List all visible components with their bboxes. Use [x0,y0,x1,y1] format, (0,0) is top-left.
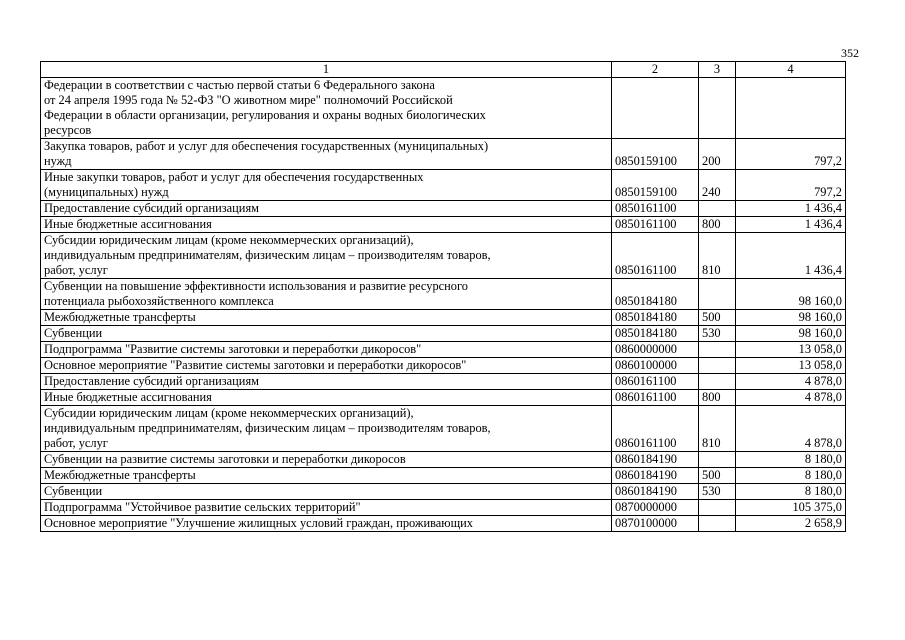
row-name-cell: Иные закупки товаров, работ и услуг для обеспечения государственных (муниципальных) нужд [41,170,612,201]
row-name-cell: Иные бюджетные ассигнования [41,217,612,233]
row-amount-cell: 1 436,4 [736,233,846,279]
row-type-cell [699,358,736,374]
row-type-cell: 810 [699,233,736,279]
row-type-cell [699,516,736,532]
table-body [41,62,846,532]
table-row [41,484,846,500]
row-amount-cell: 8 180,0 [736,452,846,468]
row-code-cell: 0860184190 [612,468,699,484]
table-row [41,468,846,484]
row-amount-cell: 4 878,0 [736,374,846,390]
row-name-cell: Основное мероприятие "Улучшение жилищных условий граждан, проживающих [41,516,612,532]
row-name-cell: Федерации в соответствии с частью первой статьи 6 Федерального закона от 24 апреля 1995 года № 52-ФЗ "О животном мире" полномочий Российской Федерации в области организации, регулирования и охраны водных биологических ресурсов [41,78,612,139]
table-row [41,310,846,326]
row-type-cell: 500 [699,310,736,326]
row-code-cell: 0850161100 [612,233,699,279]
row-code-cell: 0850159100 [612,139,699,170]
table-row [41,279,846,310]
table-row [41,406,846,452]
row-amount-cell: 105 375,0 [736,500,846,516]
table-row [41,139,846,170]
row-code-cell: 0850184180 [612,310,699,326]
table-row [41,500,846,516]
row-name-cell: Иные бюджетные ассигнования [41,390,612,406]
row-type-cell: 800 [699,217,736,233]
row-type-cell [699,201,736,217]
row-name-cell: Подпрограмма "Устойчивое развитие сельских территорий" [41,500,612,516]
column-header: 2 [612,62,699,78]
row-name-cell: Основное мероприятие "Развитие системы заготовки и переработки дикоросов" [41,358,612,374]
row-type-cell: 530 [699,326,736,342]
row-type-cell: 200 [699,139,736,170]
row-code-cell: 0870100000 [612,516,699,532]
row-type-cell [699,78,736,139]
row-name-cell: Субсидии юридическим лицам (кроме некоммерческих организаций), индивидуальным предпринимателям, физическим лицам – производителям товаров, работ, услуг [41,406,612,452]
table-row [41,217,846,233]
row-amount-cell: 2 658,9 [736,516,846,532]
row-type-cell [699,500,736,516]
table-row [41,516,846,532]
row-amount-cell: 797,2 [736,170,846,201]
row-code-cell: 0860161100 [612,374,699,390]
row-amount-cell: 98 160,0 [736,326,846,342]
row-code-cell: 0850184180 [612,326,699,342]
row-type-cell: 500 [699,468,736,484]
row-code-cell: 0850161100 [612,217,699,233]
row-code-cell: 0860184190 [612,484,699,500]
row-amount-cell: 8 180,0 [736,484,846,500]
row-type-cell [699,342,736,358]
table-row [41,233,846,279]
row-name-cell: Предоставление субсидий организациям [41,201,612,217]
row-type-cell [699,374,736,390]
column-header: 4 [736,62,846,78]
row-type-cell [699,279,736,310]
row-amount-cell: 1 436,4 [736,201,846,217]
table-row [41,78,846,139]
column-header: 3 [699,62,736,78]
row-code-cell [612,78,699,139]
row-amount-cell: 797,2 [736,139,846,170]
row-name-cell: Субвенции на повышение эффективности использования и развитие ресурсного потенциала рыбохозяйственного комплекса [41,279,612,310]
budget-table [40,61,846,532]
row-amount-cell: 4 878,0 [736,390,846,406]
row-type-cell: 810 [699,406,736,452]
row-amount-cell: 8 180,0 [736,468,846,484]
row-code-cell: 0850184180 [612,279,699,310]
row-name-cell: Подпрограмма "Развитие системы заготовки и переработки дикоросов" [41,342,612,358]
row-type-cell: 240 [699,170,736,201]
row-code-cell: 0870000000 [612,500,699,516]
row-amount-cell [736,78,846,139]
row-amount-cell: 13 058,0 [736,342,846,358]
row-code-cell: 0860161100 [612,406,699,452]
table-row [41,374,846,390]
row-amount-cell: 1 436,4 [736,217,846,233]
row-name-cell: Закупка товаров, работ и услуг для обеспечения государственных (муниципальных) нужд [41,139,612,170]
row-type-cell: 530 [699,484,736,500]
table-row [41,452,846,468]
row-amount-cell: 13 058,0 [736,358,846,374]
row-name-cell: Субсидии юридическим лицам (кроме некоммерческих организаций), индивидуальным предпринимателям, физическим лицам – производителям товаров, работ, услуг [41,233,612,279]
row-amount-cell: 98 160,0 [736,310,846,326]
table-row [41,201,846,217]
row-code-cell: 0850161100 [612,201,699,217]
column-header: 1 [41,62,612,78]
row-amount-cell: 98 160,0 [736,279,846,310]
row-name-cell: Субвенции [41,484,612,500]
page-number: 352 [841,46,859,60]
row-type-cell [699,452,736,468]
table-row [41,326,846,342]
row-name-cell: Субвенции на развитие системы заготовки и переработки дикоросов [41,452,612,468]
row-code-cell: 0850159100 [612,170,699,201]
table-row [41,390,846,406]
row-type-cell: 800 [699,390,736,406]
row-name-cell: Предоставление субсидий организациям [41,374,612,390]
row-code-cell: 0860184190 [612,452,699,468]
row-code-cell: 0860161100 [612,390,699,406]
table-row [41,358,846,374]
row-name-cell: Межбюджетные трансферты [41,468,612,484]
header-row [41,62,846,78]
row-name-cell: Межбюджетные трансферты [41,310,612,326]
row-amount-cell: 4 878,0 [736,406,846,452]
row-code-cell: 0860000000 [612,342,699,358]
table-row [41,170,846,201]
table-row [41,342,846,358]
row-code-cell: 0860100000 [612,358,699,374]
row-name-cell: Субвенции [41,326,612,342]
